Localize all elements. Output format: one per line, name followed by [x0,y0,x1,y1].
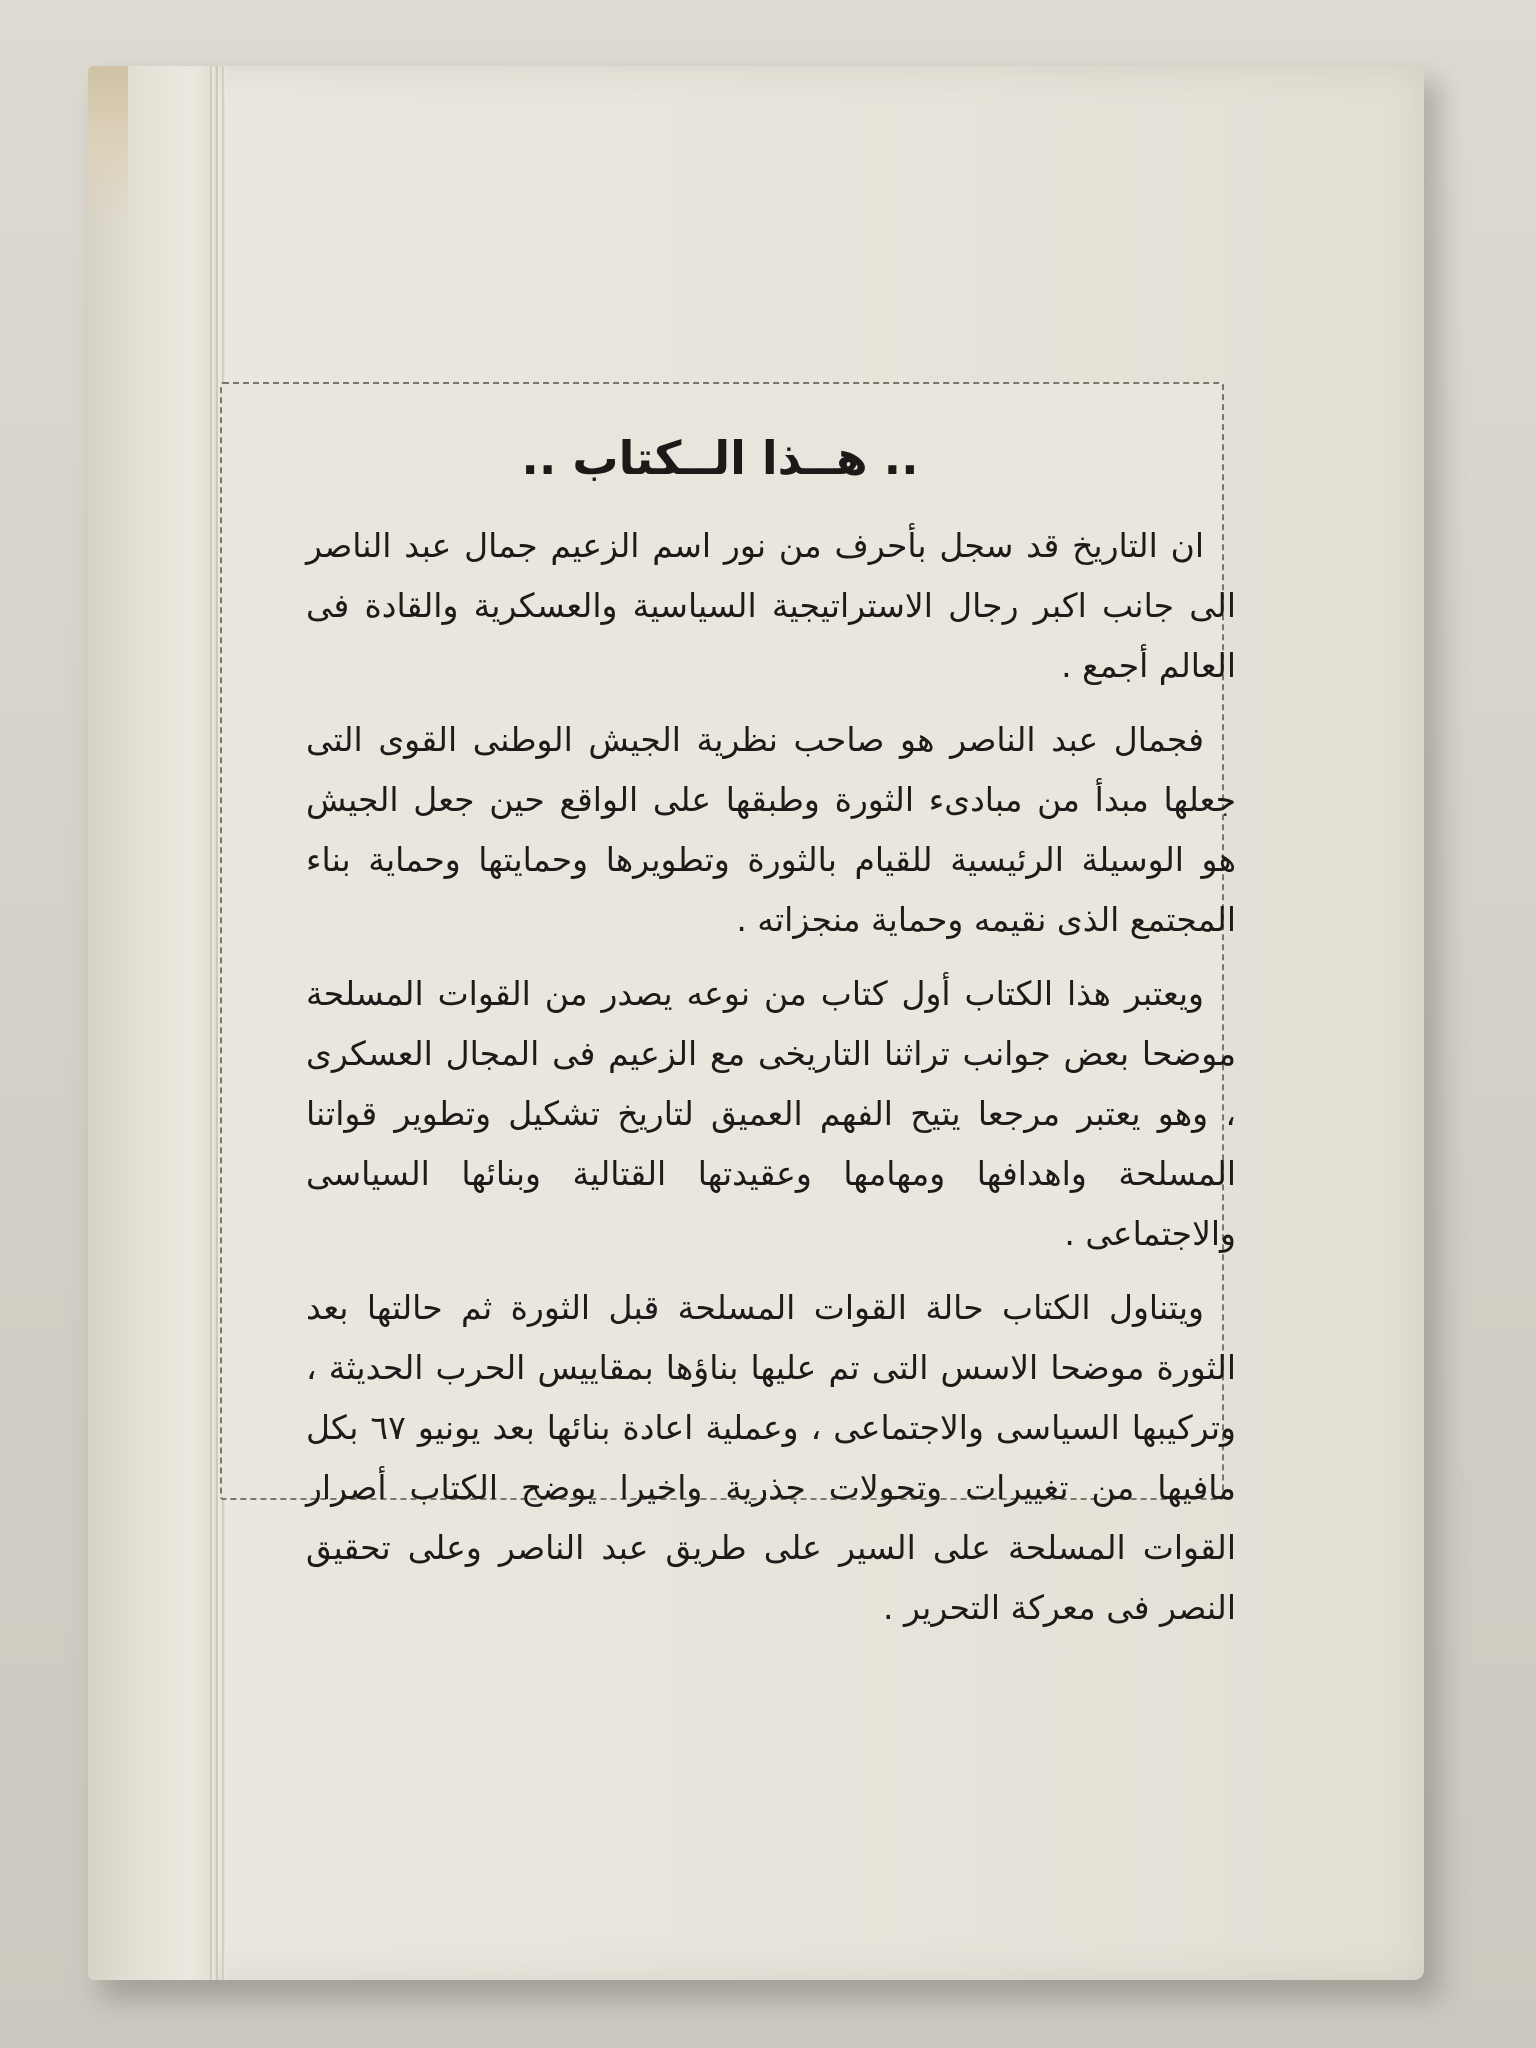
book-spine [88,66,218,1980]
book-back-cover [88,66,1424,1980]
cover-heading: .. هــذا الــكتاب .. [495,431,944,485]
blurb-text [306,516,1236,1638]
blurb-paragraph: ان التاريخ قد سجل بأحرف من نور اسم الزعيم جمال عبد الناصر الى جانب اكبر رجال الاستراتيجية السياسية والعسكرية والقادة فى العالم أجمع . [306,526,1236,685]
cover-hinge-line [210,66,214,1980]
worn-spine-edge [88,66,128,226]
blurb-paragraph: فجمال عبد الناصر هو صاحب نظرية الجيش الوطنى القوى التى جعلها مبدأ من مبادىء الثورة وطبقها على الواقع حين جعل الجيش هو الوسيلة الرئيسية للقيام بالثورة وتطويرها وحمايتها وحماية بناء المجتمع الذى نقيمه وحماية منجزاته . [306,720,1236,939]
heading-wrap [220,418,1220,498]
blurb-paragraph: ويعتبر هذا الكتاب أول كتاب من نوعه يصدر من القوات المسلحة موضحا بعض جوانب تراثنا التاريخى مع الزعيم فى المجال العسكرى ، وهو يعتبر مرجعا يتيح الفهم العميق لتاريخ تشكيل وتطوير قواتنا المسلحة واهدافها ومهامها وعقيدتها القتالية وبنائها السياسى والاجتماعى . [306,974,1236,1253]
blurb-paragraph: ويتناول الكتاب حالة القوات المسلحة قبل الثورة ثم حالتها بعد الثورة موضحا الاسس التى تم عليها بناؤها بمقاييس الحرب الحديثة ، وتركيبها السياسى والاجتماعى ، وعملية اعادة بنائها بعد يونيو ٦٧ بكل مافيها من تغييرات وتحولات جذرية واخيرا يوضح الكتاب أصرار القوات المسلحة على السير على طريق عبد الناصر وعلى تحقيق النصر فى معركة التحرير . [306,1288,1236,1627]
